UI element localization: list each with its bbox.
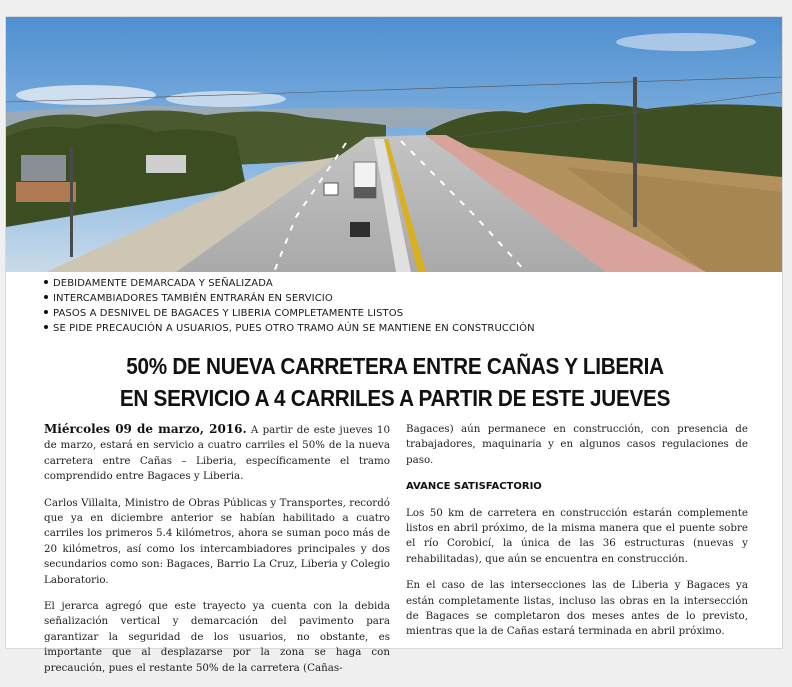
bullet-dot-icon [44,280,48,284]
paragraph-3: El jerarca agregó que este trayecto ya cuenta con la debida señalización vertical y demarcación del pavimento para garantizar la seguridad de los usuarios, no obstante, es importante que al desplazarse por la zona se haga con precaución, pues el restante 50% de la carretera (Cañas- [44,600,390,674]
paragraph-1-text: A partir de este jueves 10 de marzo, estará en servicio a cuatro carriles el 50% de la nueva carretera entre Cañas – Liberia, específicamente el tramo comprendido entre Bagaces y Liberia. [44,424,390,483]
bullet-item: SE PIDE PRECAUCIÓN A USUARIOS, PUES OTRO TRAMO AÚN SE MANTIENE EN CONSTRUCCIÓN [44,321,535,336]
dateline: Miércoles 09 de marzo, 2016. [44,422,247,436]
bullet-item: PASOS A DESNIVEL DE BAGACES Y LIBERIA COMPLETAMENTE LISTOS [44,306,535,321]
highway-photo [6,17,782,272]
paragraph-5: Los 50 km de carretera en construcción estarán complemente listos en abril próximo, de la misma manera que el puente sobre el río Corobicí, la única de las 36 estructuras (nuevas y rehabilitadas), que aún se encuentra en construcción. [406,506,748,565]
newspaper-page [5,16,783,674]
paragraph-6: En el caso de las intersecciones las de Liberia y Bagaces ya están completamente listas, incluso las obras en la intersección de Bagaces se completaron dos meses antes de lo previsto, mientras que la de Cañas estará terminada en abril próximo. [406,579,748,638]
bullet-dot-icon [44,310,48,314]
headline-line-2: EN SERVICIO A 4 CARRILES A PARTIR DE ESTE JUEVES [119,385,671,411]
article-column-right [406,422,748,651]
bullet-item: DEBIDAMENTE DEMARCADA Y SEÑALIZADA [44,276,535,291]
paragraph-1 [44,422,390,485]
paragraph-4: Bagaces) aún permanece en construcción, con presencia de trabajadores, maquinaria y en algunos casos regulaciones de paso. [406,423,748,466]
paragraph-2: Carlos Villalta, Ministro de Obras Públicas y Transportes, recordó que ya en diciembre anterior se habían habilitado a cuatro carriles los primeros 5.4 kilómetros, ahora se suman poco más de 20 kilómetros, así como los intercambiadores principales y dos secundarios como son: Bagaces, Barrio La Cruz, Liberia y Colegio Laboratorio. [44,496,390,586]
bullet-dot-icon [44,295,48,299]
article-column-left [44,422,390,687]
bullet-dot-icon [44,325,48,329]
bullet-item: INTERCAMBIADORES TAMBIÉN ENTRARÁN EN SERVICIO [44,291,535,306]
bullet-list [44,276,535,336]
section-subhead: AVANCE SATISFACTORIO [406,481,542,493]
headline-line-1: 50% DE NUEVA CARRETERA ENTRE CAÑAS Y LIBERIA [126,353,664,379]
